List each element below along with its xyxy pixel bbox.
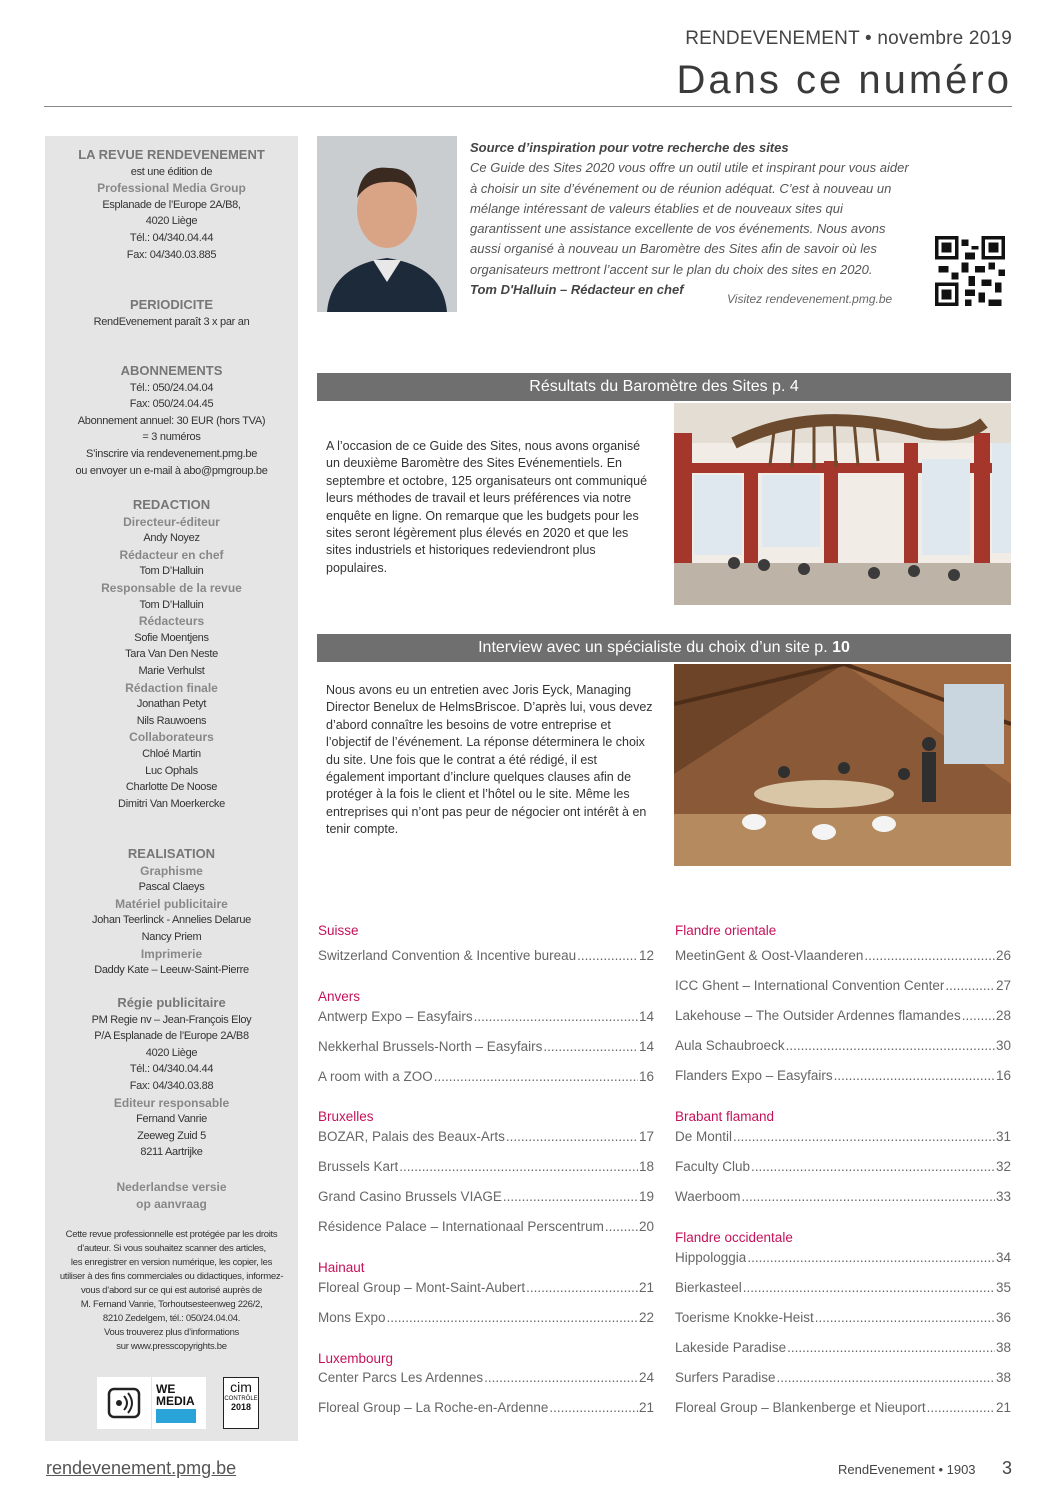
- regie-line: Editeur responsable: [113, 1095, 230, 1110]
- press-copyright-logo: [97, 1377, 151, 1429]
- toc-entry-name: Brussels Kart: [318, 1159, 399, 1174]
- toc-entry-page: 21: [638, 1280, 654, 1295]
- toc-entry[interactable]: [318, 1400, 654, 1415]
- toc-section: Brabant flamand: [675, 1109, 775, 1124]
- toc-entry-name: Center Parcs Les Ardennes: [318, 1370, 484, 1385]
- copyright-icon: [97, 1377, 151, 1429]
- toc-entry-name: BOZAR, Palais des Beaux-Arts: [318, 1129, 505, 1144]
- toc-dot-leader: [945, 978, 995, 993]
- article-page-number: 10: [832, 639, 850, 656]
- nl-line: op aanvraag: [136, 1196, 207, 1211]
- redaction-line: Rédacteur en chef: [119, 547, 224, 562]
- toc-dot-leader: [927, 1400, 995, 1415]
- toc-dot-leader: [526, 1280, 638, 1295]
- revue-heading: LA REVUE RENDEVENEMENT: [78, 147, 265, 162]
- article-title: Résultats du Baromètre des Sites p. 4: [529, 378, 799, 395]
- header-divider: [44, 106, 1012, 107]
- realisation-line: Pascal Claeys: [138, 881, 205, 894]
- we-media-logo: [152, 1377, 206, 1429]
- toc-entry[interactable]: [675, 1068, 1011, 1083]
- redaction-line: Dimitri Van Moerkercke: [118, 797, 225, 810]
- revue-line: Esplanade de l’Europe 2A/B8,: [102, 198, 241, 211]
- toc-dot-leader: [751, 1159, 995, 1174]
- legal-line: 8210 Zedelgem, tél.: 050/24.04.04.: [102, 1313, 241, 1324]
- redaction-line: Rédaction finale: [125, 680, 218, 695]
- colophon-revue: [45, 147, 298, 263]
- article-title: Interview avec un spécialiste du choix d’un site p.: [478, 639, 833, 656]
- article-bar-barometre: [317, 373, 1011, 401]
- realisation-heading: REALISATION: [127, 846, 216, 861]
- toc-dot-leader: [743, 1280, 995, 1295]
- toc-entry[interactable]: [318, 1310, 654, 1325]
- toc-entry-name: Nekkerhal Brussels-North – Easyfairs: [318, 1039, 543, 1054]
- legal-line: les enregistrer en version numérique, les copier, les: [70, 1257, 273, 1268]
- toc-entry-page: 28: [995, 1008, 1011, 1023]
- toc-entry-page: 19: [638, 1189, 654, 1204]
- toc-dot-leader: [742, 1189, 995, 1204]
- toc-entry[interactable]: [318, 948, 654, 963]
- toc-dot-leader: [864, 948, 995, 963]
- legal-line: M. Fernand Vanrie, Torhoutsesteenweg 226/2,: [80, 1299, 263, 1310]
- we-media-word: WE: [156, 1382, 176, 1396]
- redaction-line: Chloé Martin: [142, 747, 201, 760]
- toc-dot-leader: [815, 1310, 995, 1325]
- toc-entry-name: Waerboom: [675, 1189, 741, 1204]
- toc-entry-page: 35: [995, 1280, 1011, 1295]
- toc-dot-leader: [777, 1370, 995, 1385]
- article-bar-interview: [317, 634, 1011, 662]
- regie-line: Fax: 04/340.03.88: [129, 1079, 214, 1092]
- toc-entry[interactable]: [318, 1189, 654, 1204]
- periodicite-line: RendEvenement paraît 3 x par an: [93, 315, 250, 328]
- toc-dot-leader: [506, 1129, 638, 1144]
- abo-line: = 3 numéros: [142, 431, 201, 444]
- toc-entry[interactable]: [318, 1009, 654, 1024]
- toc-entry[interactable]: [675, 1008, 1011, 1023]
- cim-word: CONTRÔLE: [224, 1396, 258, 1402]
- toc-entry-page: 32: [995, 1159, 1011, 1174]
- toc-entry[interactable]: [675, 1159, 1011, 1174]
- toc-entry-name: Hippologgia: [675, 1250, 747, 1265]
- colophon-nl: [45, 1179, 298, 1212]
- redaction-line: Tom D’Halluin: [139, 598, 204, 611]
- toc-entry-name: Bierkasteel: [675, 1280, 742, 1295]
- toc-entry[interactable]: [675, 1129, 1011, 1144]
- toc-entry-name: Switzerland Convention & Incentive bureau: [318, 948, 577, 963]
- cim-year: 2018: [230, 1402, 252, 1412]
- toc-entry[interactable]: [675, 1340, 1011, 1355]
- toc-entry-name: Surfers Paradise: [675, 1370, 776, 1385]
- toc-entry-name: Mons Expo: [318, 1310, 386, 1325]
- toc-entry[interactable]: [318, 1129, 654, 1144]
- toc-entry-page: 17: [638, 1129, 654, 1144]
- toc-dot-leader: [733, 1129, 995, 1144]
- revue-line: Fax: 04/340.03.885: [126, 248, 217, 261]
- toc-entry[interactable]: [318, 1039, 654, 1054]
- toc-entry-name: Résidence Palace – Internationaal Perscentrum: [318, 1219, 604, 1234]
- article-text-interview: Nous avons eu un entretien avec Joris Eyck, Managing Director Benelux de HelmsBriscoe. D’après lui, vous devez d’abord connaître les besoins de votre entreprise et l’objectif de l’événement. La réponse déterminera le choix du site. Une fois que le contrat a été rédigé, il est également important d’inclure quelques clauses afin de protéger à la fois le client et l’hôtel ou le site. Même les entreprises qui n’ont pas peur de négocier ont intérêt à en tenir compte.: [326, 683, 653, 837]
- redaction-heading: REDACTION: [132, 497, 211, 512]
- realisation-line: Johan Teerlinck - Annelies Delarue: [92, 914, 251, 927]
- cim-word: cim: [230, 1379, 252, 1395]
- article-text-barometre: A l’occasion de ce Guide des Sites, nous avons organisé un deuxième Baromètre des Sites Evénementiels. En septembre et octobre, 125 organisateurs ont communiqué leurs méthodes de travail et leurs préférences via notre enquête en ligne. On remarque que les budgets pour les sites seront légèrement plus élevés en 2020 et que les sites industriels et historiques redeviendront plus populaires.: [326, 439, 648, 575]
- colophon-sidebar: [45, 136, 298, 1441]
- page-title: Dans ce numéro: [676, 58, 1012, 102]
- toc-dot-leader: [387, 1310, 638, 1325]
- toc-entry-page: 33: [995, 1189, 1011, 1204]
- toc-entry-name: Grand Casino Brussels VIAGE: [318, 1189, 502, 1204]
- regie-line: 4020 Liège: [145, 1046, 198, 1059]
- meeting-photo: [674, 664, 1011, 866]
- visit-link[interactable]: Visitez rendevenement.pmg.be: [727, 292, 893, 306]
- toc-dot-leader: [834, 1068, 995, 1083]
- toc-entry[interactable]: [318, 1069, 654, 1084]
- toc-entry[interactable]: [318, 1159, 654, 1174]
- toc-entry-name: De Montil: [675, 1129, 733, 1144]
- toc-dot-leader: [543, 1039, 638, 1054]
- editorial-signature: Tom D'Halluin – Rédacteur en chef: [470, 282, 684, 298]
- toc-entry-page: 26: [995, 948, 1011, 963]
- abo-line: S’inscrire via rendevenement.pmg.be: [85, 447, 258, 460]
- toc-entry[interactable]: [318, 1370, 654, 1385]
- redaction-line: Charlotte De Noose: [125, 781, 218, 794]
- toc-entry-name: Lakehouse – The Outsider Ardennes flamandes: [675, 1008, 961, 1023]
- copyright-notice: [45, 1228, 298, 1354]
- regie-line: P/A Esplanade de l’Europe 2A/B8: [94, 1030, 249, 1043]
- toc-entry-name: Floreal Group – Mont-Saint-Aubert: [318, 1280, 526, 1295]
- abonnements-heading: ABONNEMENTS: [120, 363, 223, 378]
- toc-dot-leader: [787, 1340, 995, 1355]
- footer-magazine-issue: RendEvenement • 1903: [838, 1462, 976, 1477]
- toc-dot-leader: [484, 1370, 638, 1385]
- toc-entry-name: MeetinGent & Oost-Vlaanderen: [675, 948, 864, 963]
- toc-entry-page: 20: [638, 1219, 654, 1234]
- realisation-line: Imprimerie: [140, 946, 203, 961]
- toc-entry-name: Floreal Group – La Roche-en-Ardenne: [318, 1400, 549, 1415]
- toc-entry[interactable]: [318, 1219, 654, 1234]
- toc-entry-name: Lakeside Paradise: [675, 1340, 787, 1355]
- toc-entry[interactable]: [675, 1310, 1011, 1325]
- toc-entry-name: ICC Ghent – International Convention Center: [675, 978, 945, 993]
- toc-entry-page: 21: [638, 1400, 654, 1415]
- redaction-line: Directeur-éditeur: [123, 514, 220, 529]
- regie-line: 8211 Aartrijke: [140, 1146, 203, 1159]
- redaction-line: Responsable de la revue: [101, 580, 242, 595]
- legal-line: Vous trouverez plus d’informations: [103, 1327, 239, 1338]
- we-media-word: MEDIA: [156, 1394, 195, 1408]
- toc-entry[interactable]: [675, 1189, 1011, 1204]
- toc-entry-name: A room with a ZOO: [318, 1069, 433, 1084]
- legal-line: utiliser à des fins commerciales ou didactiques, informez-: [59, 1271, 284, 1282]
- toc-dot-leader: [474, 1009, 638, 1024]
- toc-dot-leader: [434, 1069, 638, 1084]
- toc-entry-page: 36: [995, 1310, 1011, 1325]
- toc-entry-name: Antwerp Expo – Easyfairs: [318, 1009, 473, 1024]
- redaction-line: Collaborateurs: [129, 730, 214, 745]
- toc-dot-leader: [747, 1250, 995, 1265]
- nl-line: Nederlandse versie: [116, 1180, 227, 1194]
- periodicite-heading: PERIODICITE: [129, 297, 214, 312]
- toc-entry-name: Aula Schaubroeck: [675, 1038, 785, 1053]
- abo-line: Fax: 050/24.04.45: [129, 398, 214, 411]
- toc-entry-page: 12: [638, 948, 654, 963]
- toc-entry-name: Flanders Expo – Easyfairs: [675, 1068, 833, 1083]
- realisation-line: Nancy Priem: [141, 930, 202, 943]
- qr-code-icon[interactable]: [935, 236, 1005, 306]
- toc-dot-leader: [577, 948, 638, 963]
- abo-line: ou envoyer un e-mail à abo@pmgroup.be: [75, 464, 268, 477]
- abo-line: Abonnement annuel: 30 EUR (hors TVA): [77, 414, 266, 427]
- redaction-line: Tara Van Den Neste: [125, 648, 218, 661]
- redaction-line: Luc Ophals: [145, 764, 198, 777]
- toc-dot-leader: [399, 1159, 638, 1174]
- toc-entry-page: 30: [995, 1038, 1011, 1053]
- legal-line: Cette revue professionnelle est protégée par les droits: [65, 1229, 278, 1240]
- colophon-realisation: [45, 846, 298, 979]
- toc-entry[interactable]: [675, 1400, 1011, 1415]
- toc-dot-leader: [605, 1219, 638, 1234]
- toc-entry[interactable]: [318, 1280, 654, 1295]
- museum-photo: [674, 403, 1011, 605]
- toc-section: Suisse: [318, 923, 359, 938]
- toc-entry-page: 31: [995, 1129, 1011, 1144]
- toc-entry[interactable]: [675, 1038, 1011, 1053]
- issue-line: RENDEVENEMENT • novembre 2019: [685, 28, 1012, 49]
- toc-entry-page: 18: [638, 1159, 654, 1174]
- regie-line: Zeeweg Zuid 5: [137, 1129, 206, 1142]
- page-number: 3: [1002, 1458, 1013, 1478]
- redaction-line: Marie Verhulst: [138, 664, 205, 677]
- revue-line: 4020 Liège: [145, 215, 198, 228]
- editor-portrait: [317, 136, 457, 312]
- toc-section: Hainaut: [318, 1260, 365, 1275]
- toc-section: Flandre orientale: [675, 923, 777, 938]
- redaction-line: Nils Rauwoens: [136, 714, 207, 727]
- legal-line: sur www.presscopyrights.be: [116, 1341, 227, 1352]
- colophon-abonnements: [45, 363, 298, 479]
- toc-entry-name: Faculty Club: [675, 1159, 751, 1174]
- toc-section: Bruxelles: [318, 1109, 374, 1124]
- toc-entry-page: 27: [995, 978, 1011, 993]
- regie-heading: Régie publicitaire: [117, 995, 226, 1010]
- revue-line: Professional Media Group: [97, 181, 246, 196]
- regie-line: PM Regie nv – Jean-François Eloy: [91, 1013, 252, 1026]
- toc-entry-page: 21: [995, 1400, 1011, 1415]
- toc-entry-name: Toerisme Knokke-Heist: [675, 1310, 814, 1325]
- toc-entry[interactable]: [675, 978, 1011, 993]
- regie-line: Tél.: 04/340.04.44: [129, 1063, 214, 1076]
- toc-entry-page: 22: [638, 1310, 654, 1325]
- realisation-line: Daddy Kate – Leeuw-Saint-Pierre: [94, 964, 249, 977]
- legal-line: d’auteur. Si vous souhaitez scanner des articles,: [77, 1243, 266, 1254]
- abo-line: Tél.: 050/24.04.04: [129, 381, 214, 394]
- toc-entry-page: 16: [995, 1068, 1011, 1083]
- toc-section: Luxembourg: [318, 1351, 394, 1366]
- toc-entry-page: 14: [638, 1009, 654, 1024]
- toc-entry-name: Floreal Group – Blankenberge et Nieuport: [675, 1400, 926, 1415]
- redaction-line: Rédacteurs: [138, 614, 205, 629]
- redaction-line: Andy Noyez: [143, 532, 200, 545]
- toc-entry[interactable]: [675, 1280, 1011, 1295]
- editorial: [470, 138, 1000, 300]
- toc-entry-page: 24: [638, 1370, 654, 1385]
- toc-entry-page: 38: [995, 1340, 1011, 1355]
- toc-dot-leader: [962, 1008, 995, 1023]
- editorial-headline: Source d’inspiration pour votre recherche des sites: [470, 140, 789, 155]
- colophon-regie: [45, 995, 298, 1161]
- toc-dot-leader: [503, 1189, 638, 1204]
- we-media-mark: [156, 1409, 196, 1423]
- realisation-line: Graphisme: [140, 863, 203, 878]
- redaction-line: Sofie Moentjens: [134, 631, 209, 644]
- redaction-line: Jonathan Petyt: [136, 698, 207, 711]
- redaction-line: Tom D’Halluin: [139, 565, 204, 578]
- toc-entry-page: 38: [995, 1370, 1011, 1385]
- toc-entry-page: 34: [995, 1250, 1011, 1265]
- toc-section: Flandre occidentale: [675, 1230, 793, 1245]
- colophon-redaction: [45, 497, 298, 812]
- toc-dot-leader: [549, 1400, 638, 1415]
- colophon-periodicite: [45, 297, 298, 330]
- toc-entry[interactable]: [675, 1250, 1011, 1265]
- toc-entry[interactable]: [675, 948, 1011, 963]
- revue-line: est une édition de: [130, 165, 213, 178]
- legal-line: vous d’abord sur ce qui est autorisé auprès de: [80, 1285, 263, 1296]
- editorial-body: Ce Guide des Sites 2020 vous offre un outil utile et inspirant pour vous aider à choisir un site d’événement ou de réunion adéquat. C’est à nouveau un mélange intéressant de valeurs établies et de nouveaux sites qui garantissent une assistance excellente de vos événements. Nous avons aussi organisé à nouveau un Baromètre des Sites afin de savoir où les organisateurs mettront l’accent sur le plan du choix des sites en 2020.: [470, 160, 909, 277]
- toc-section: Anvers: [318, 989, 361, 1004]
- toc-entry-page: 14: [638, 1039, 654, 1054]
- realisation-line: Matériel publicitaire: [115, 896, 228, 911]
- footer-website-link[interactable]: rendevenement.pmg.be: [46, 1458, 237, 1478]
- toc-entry-page: 16: [638, 1069, 654, 1084]
- revue-line: Tél.: 04/340.04.44: [129, 231, 214, 244]
- toc-dot-leader: [786, 1038, 995, 1053]
- cim-logo: [223, 1377, 259, 1429]
- regie-line: Fernand Vanrie: [136, 1113, 207, 1126]
- toc-entry[interactable]: [675, 1370, 1011, 1385]
